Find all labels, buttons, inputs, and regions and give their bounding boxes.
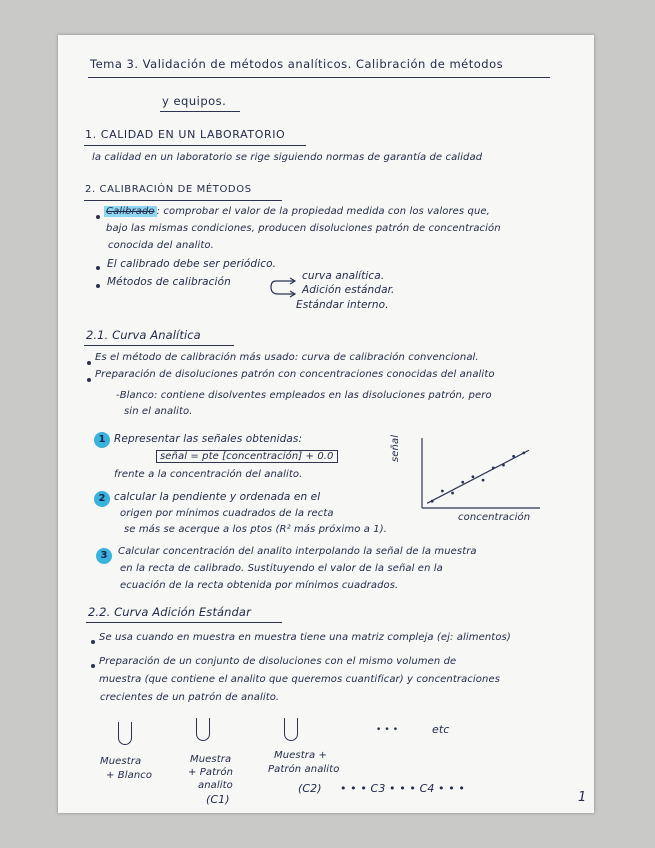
bullet-dot: [91, 664, 95, 668]
step-3-line2: en la recta de calibrado. Sustituyendo el valor de la señal en la: [120, 563, 443, 574]
tube-1-label-line2: + Blanco: [106, 770, 153, 781]
chart-data-point: [512, 455, 515, 458]
tube-3-label-line1: Muestra +: [274, 750, 327, 761]
calibration-methods-label: Métodos de calibración: [107, 276, 231, 288]
concentration-sequence: • • • C3 • • • C4 • • •: [340, 782, 466, 795]
calibrado-definition-line3: conocida del analito.: [108, 240, 214, 251]
method-option-addition: Adición estándar.: [302, 284, 395, 296]
calibration-curve-chart: [412, 438, 540, 512]
section-heading-1: 1. CALIDAD EN UN LABORATORIO: [85, 128, 286, 141]
chart-data-point: [482, 479, 485, 482]
chart-data-point: [492, 466, 495, 469]
page-title-line2: y equipos.: [162, 94, 227, 108]
tube-series-dots: • • •: [376, 725, 399, 735]
step-3-line3: ecuación de la recta obtenida por mínimos cuadrados.: [120, 580, 399, 591]
page-number: 1: [578, 790, 587, 805]
bullet-dot: [87, 378, 91, 382]
tube-2-label-line2: + Patrón: [188, 767, 234, 778]
curve-most-used-text: Es el método de calibración más usado: curva de calibración convencional.: [95, 352, 479, 363]
chart-data-point: [461, 481, 464, 484]
step-number-badge: 2: [94, 491, 110, 507]
step-2-line3: se más se acerque a los ptos (R² más próximo a 1).: [124, 524, 387, 535]
heading-underline: [84, 200, 282, 201]
chart-y-axis-label: señal: [390, 434, 401, 462]
calibrado-definition-line1: [104, 206, 490, 217]
test-tube-icon: [196, 718, 210, 741]
solution-set-line2: muestra (que contiene el analito que queremos cuantificar) y concentraciones: [99, 674, 501, 685]
step-2-line1: calcular la pendiente y ordenada en el: [114, 491, 321, 503]
tube-2-label-line4: (C1): [206, 793, 230, 806]
section-heading-2-1: 2.1. Curva Analítica: [86, 328, 201, 342]
chart-fit-line: [427, 450, 529, 503]
method-option-curve: curva analítica.: [302, 270, 385, 282]
blank-description-line1: -Blanco: contiene disolventes empleados en las disoluciones patrón, pero: [116, 390, 492, 401]
chart-data-point: [451, 492, 454, 495]
solution-set-line3: crecientes de un patrón de analito.: [100, 692, 280, 703]
title-underline-2: [160, 111, 240, 112]
heading-underline: [84, 345, 234, 346]
bullet-dot: [96, 215, 100, 219]
method-option-internal: Estándar interno.: [296, 299, 389, 311]
title-underline: [88, 77, 550, 78]
section-heading-2-2: 2.2. Curva Adición Estándar: [88, 605, 251, 619]
blank-description-line2: sin el analito.: [124, 406, 193, 417]
heading-underline: [86, 622, 282, 623]
chart-data-point: [472, 475, 475, 478]
chart-data-point: [502, 464, 505, 467]
calibrado-periodic-text: El calibrado debe ser periódico.: [107, 258, 277, 270]
signal-formula-box: señal = pte [concentración] + 0.0: [156, 450, 338, 463]
branch-arrow-icon: [268, 276, 298, 300]
solution-set-line1: Preparación de un conjunto de disoluciones con el mismo volumen de: [99, 656, 457, 667]
step-1-instruction: Representar las señales obtenidas:: [114, 433, 303, 445]
bullet-dot: [96, 266, 100, 270]
step-number-badge: 3: [96, 548, 112, 564]
bullet-dot: [96, 284, 100, 288]
tube-3-label-line2: Patrón analito: [268, 764, 340, 775]
chart-data-point: [431, 500, 434, 503]
tube-3-label-line3: (C2): [298, 782, 322, 795]
step-1-versus-text: frente a la concentración del analito.: [114, 469, 303, 480]
step-number-badge: 1: [94, 432, 110, 448]
heading-underline: [84, 145, 306, 146]
test-tube-icon: [118, 722, 132, 745]
step-3-line1: Calcular concentración del analito interpolando la señal de la muestra: [118, 546, 477, 557]
tube-1-label-line1: Muestra: [100, 756, 142, 767]
tube-2-label-line3: analito: [198, 780, 233, 791]
step-2-line2: origen por mínimos cuadrados de la recta: [120, 508, 334, 519]
bullet-dot: [91, 640, 95, 644]
section-1-text: la calidad en un laboratorio se rige siguiendo normas de garantía de calidad: [92, 152, 483, 163]
highlighted-term: Calibrado: [106, 206, 155, 217]
section-heading-2: 2. CALIBRACIÓN DE MÉTODOS: [85, 184, 252, 195]
calibrado-definition-line2: bajo las mismas condiciones, producen disoluciones patrón de concentración: [106, 223, 501, 234]
test-tube-icon: [284, 718, 298, 741]
chart-data-point: [441, 490, 444, 493]
tube-2-label-line1: Muestra: [190, 754, 232, 765]
bullet-dot: [87, 361, 91, 365]
chart-x-axis-label: concentración: [458, 512, 531, 523]
standard-preparation-text: Preparación de disoluciones patrón con concentraciones conocidas del analito: [95, 369, 495, 380]
definition-text: : comprobar el valor de la propiedad medida con los valores que,: [156, 206, 490, 217]
tube-series-etc: etc: [432, 723, 450, 736]
standard-addition-usage-text: Se usa cuando en muestra en muestra tiene una matriz compleja (ej: alimentos): [99, 632, 511, 643]
page-title: Tema 3. Validación de métodos analíticos. Calibración de métodos: [90, 57, 504, 71]
chart-data-point: [522, 452, 525, 455]
